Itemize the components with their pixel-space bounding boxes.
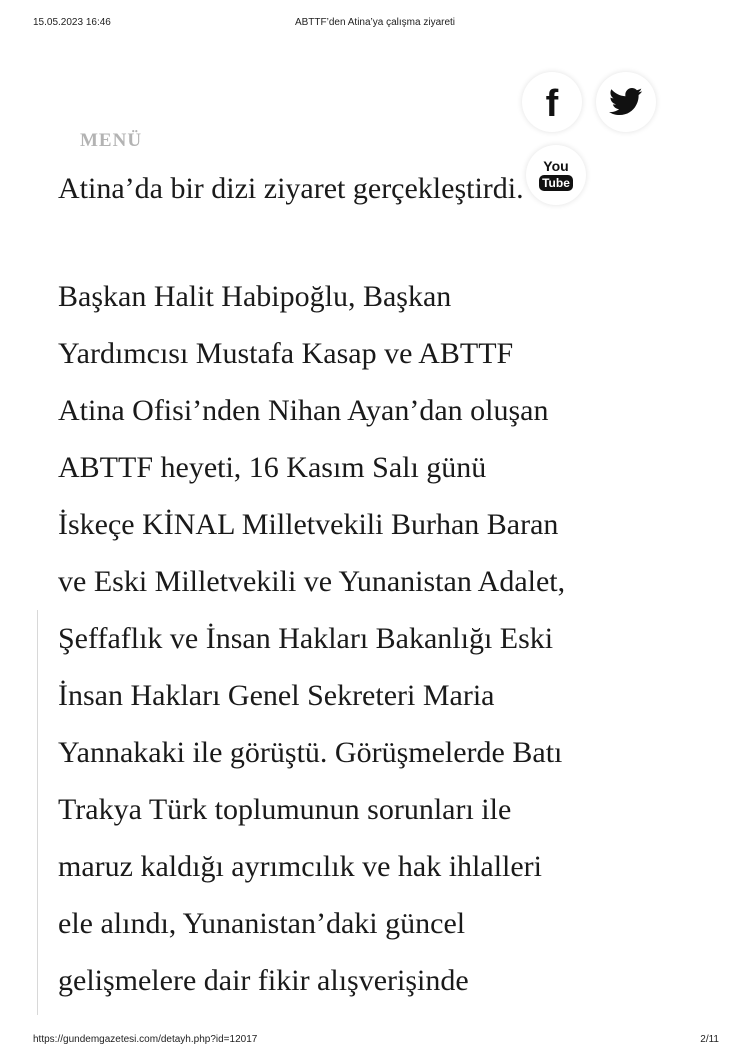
youtube-button[interactable] — [526, 145, 586, 205]
print-page-title: ABTTF’den Atina’ya çalışma ziyareti — [294, 17, 456, 28]
menu-button[interactable]: MENÜ — [80, 130, 143, 151]
article-line: Başkan Halit Habipoğlu, Başkan — [58, 280, 452, 313]
twitter-button[interactable] — [596, 72, 656, 132]
print-footer — [0, 1034, 750, 1048]
article-line: ve Eski Milletvekili ve Yunanistan Adalet, — [58, 565, 566, 598]
print-page-number: 2/11 — [700, 1034, 719, 1045]
article-paragraph — [58, 268, 738, 1009]
article-line: gelişmelere dair fikir alışverişinde — [58, 964, 469, 997]
article-partial-line: Atina’da bir dizi ziyaret gerçekleştirdi. — [58, 172, 524, 205]
youtube-icon — [539, 159, 573, 191]
facebook-button[interactable] — [522, 72, 582, 132]
print-datetime: 15.05.2023 16:46 — [33, 17, 111, 28]
youtube-you-text: You — [543, 158, 569, 174]
article-line: Trakya Türk toplumunun sorunları ile — [58, 793, 512, 826]
left-divider — [37, 610, 38, 1015]
youtube-tube-text: Tube — [539, 175, 573, 191]
article-line: Şeffaflık ve İnsan Hakları Bakanlığı Eski — [58, 622, 554, 655]
twitter-icon — [609, 88, 643, 116]
article-line: Yardımcısı Mustafa Kasap ve ABTTF — [58, 337, 514, 370]
article-line: Atina Ofisi’nden Nihan Ayan’dan oluşan — [58, 394, 549, 427]
article-line: İskeçe KİNAL Milletvekili Burhan Baran — [58, 508, 559, 541]
article-line: ABTTF heyeti, 16 Kasım Salı günü — [58, 451, 487, 484]
article-line: İnsan Hakları Genel Sekreteri Maria — [58, 679, 495, 712]
article-line: Yannakaki ile görüştü. Görüşmelerde Batı — [58, 736, 563, 769]
article-line: maruz kaldığı ayrımcılık ve hak ihlalleri — [58, 850, 542, 883]
facebook-icon: f — [545, 83, 559, 125]
article-line: ele alındı, Yunanistan’daki güncel — [58, 907, 466, 940]
print-url: https://gundemgazetesi.com/detayh.php?id=12017 — [33, 1034, 258, 1045]
